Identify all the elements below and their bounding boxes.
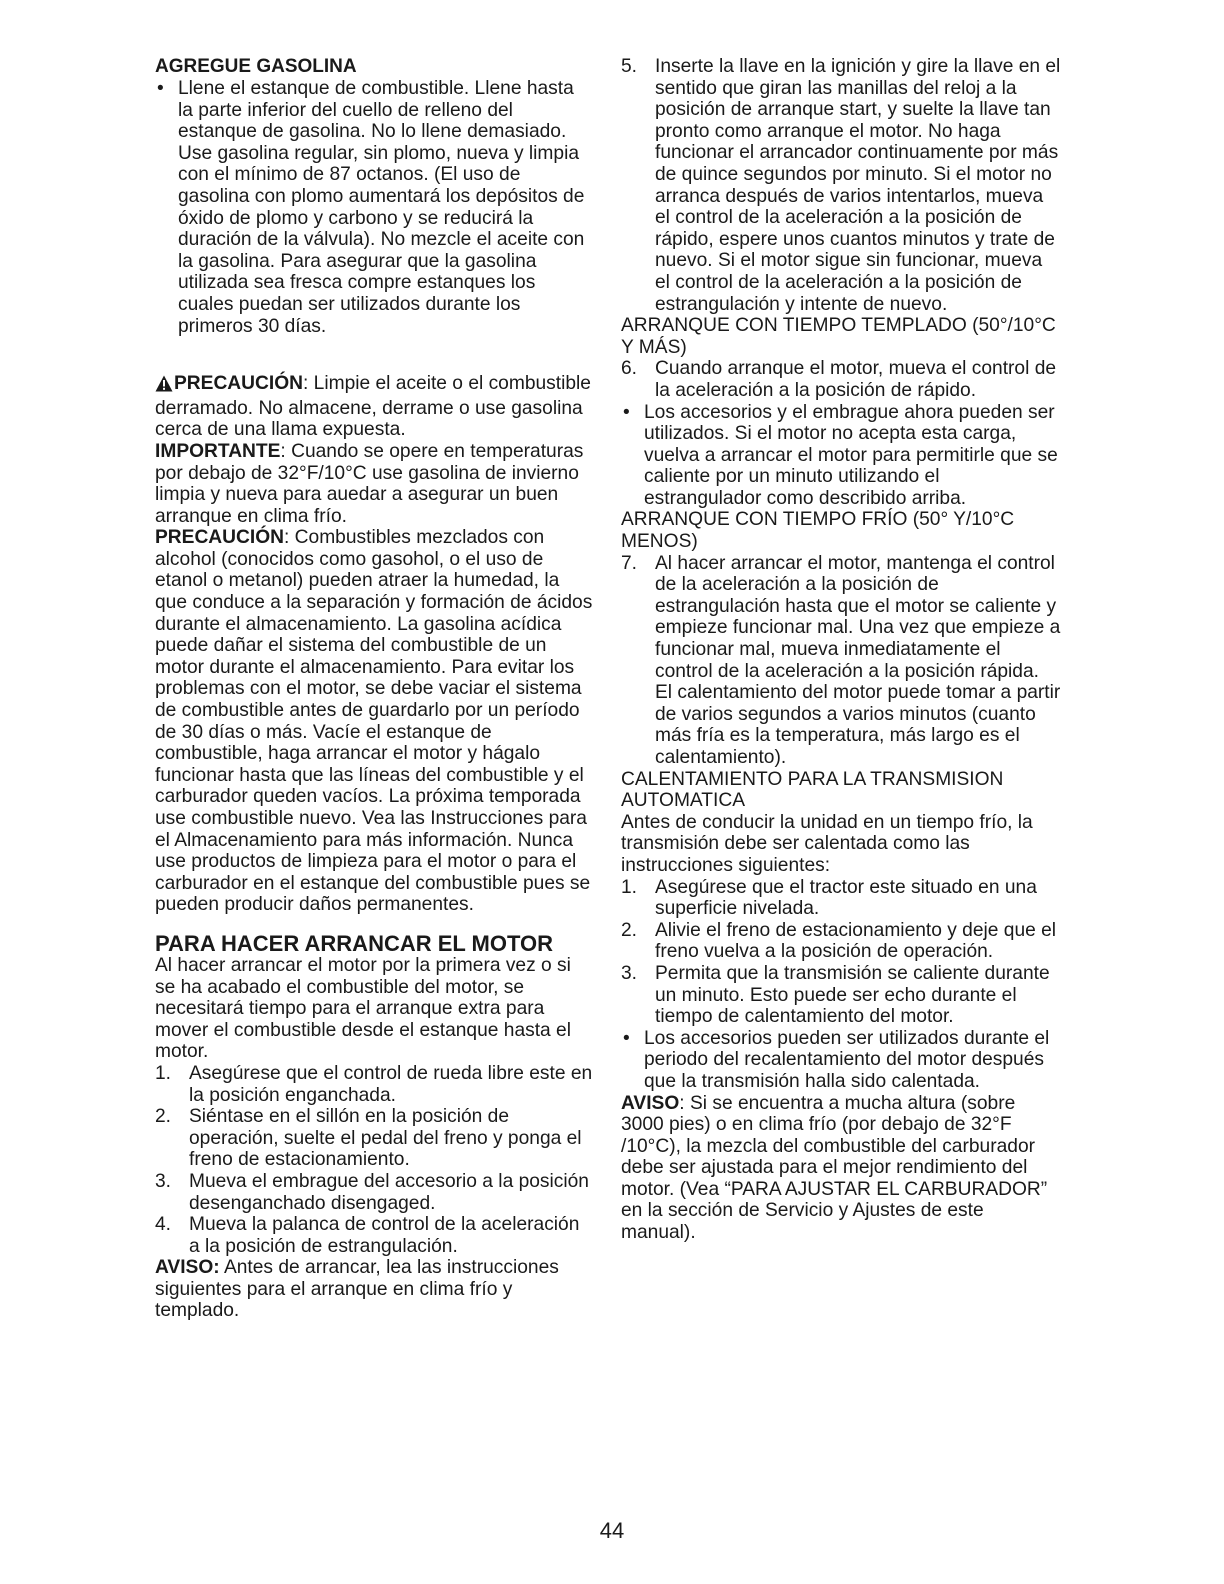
start-step: 4. Mueva la palanca de control de la aceleración a la posición de estrangulación. [155, 1214, 580, 1257]
transmission-heading: CALENTAMIENTO PARA LA TRANSMISION AUTOMATICA [621, 768, 1004, 812]
cold-start-heading: ARRANQUE CON TIEMPO FRÍO (50° Y/10°C MENOS) [621, 509, 1015, 553]
page-number: 44 [599, 1518, 625, 1543]
altitude-notice-text: : Si se encuentra a mucha altura (sobre 3000 pies) o en clima frío (por debajo de 32°F /10°C), la mezcla del combustible del carburador debe ser ajustada para el mejor rendimiento del motor. (Vea “PARA AJUSTAR EL CARBURADOR” en la sección de Servicio y Ajustes de este manual). [621, 1092, 1048, 1244]
left-column [155, 56, 593, 1322]
notice-label: AVISO: [155, 1257, 220, 1279]
add-gasoline-heading: AGREGUE GASOLINA [155, 56, 357, 77]
warm-start-bullet: • Los accesorios y el embrague ahora pueden ser utilizados. Si el motor no acepta esta carga, vuelva a arrancar el motor para permitirle que se caliente por un minuto utilizando el estrangulador como describido arriba. [621, 402, 1061, 510]
important-paragraph [155, 441, 593, 527]
transmission-bullet: • Los accesorios pueden ser utilizados durante el periodo del recalentamiento del motor después que la transmisión halla sido calentada. [621, 1028, 1061, 1093]
start-step: 2. Siéntase en el sillón en la posición de operación, suelte el pedal del freno y ponga el freno de estacionamiento. [155, 1106, 582, 1171]
transmission-step: 3. Permita que la transmisión se caliente durante un minuto. Esto puede ser echo durante el tiempo de calentamiento del motor. [621, 962, 1050, 1028]
transmission-step: 1. Asegúrese que el tractor este situado en una superficie nivelada. [621, 876, 1037, 920]
important-label: IMPORTANTE [155, 440, 281, 462]
start-step: 5. Inserte la llave en la ignición y gire la llave en el sentido que giran las manillas del reloj a la posición de arranque start, y suelte la llave tan pronto como arranque el motor. No haga funcionar el arrancador continuamente por más de quince segundos por minuto. Si el motor no arranca después de varios intentarlos, mueva el control de la aceleración a la posición de rápido, espere unos cuantos minutos y trate de nuevo. Si el motor sigue sin funcionar, mueva el control de la aceleración a la posición de estrangulación y intente de nuevo. [621, 56, 1061, 315]
warning-triangle-icon [155, 375, 173, 398]
caution-label-2: PRECAUCIÓN [155, 527, 284, 549]
notice-text: Antes de arrancar, lea las instrucciones siguientes para el arranque en clima frío y templado. [155, 1257, 559, 1322]
start-engine-heading: PARA HACER ARRANCAR EL MOTOR [155, 930, 554, 956]
start-step: 6. Cuando arranque el motor, mueva el control de la aceleración a la posición de rápido. [621, 358, 1057, 401]
altitude-notice [621, 1093, 1061, 1244]
start-step: 7. Al hacer arrancar el motor, mantenga el control de la aceleración a la posición de estrangulación hasta que el motor se caliente y empieze funcionar mal. Una vez que empieze a funcionar mal, mueva inmediatamente el control de la aceleración a la posición rápida. El calentamiento del motor puede tomar a partir de varios segundos a varios minutos (cuanto más fría es la temperatura, más largo es el calentamiento). [621, 552, 1061, 768]
start-notice [155, 1257, 593, 1322]
important-text: : Cuando se opere en temperaturas por debajo de 32°F/10°C use gasolina de invierno limpia y nueva para auedar a asegurar un buen arranque en clima frío. [155, 440, 584, 527]
caution-text: : Limpie el aceite o el combustible derramado. No almacene, derrame o use gasolina cerca de una llama expuesta. [155, 373, 591, 441]
notice-label-2: AVISO [621, 1092, 680, 1114]
add-gasoline-bullet: • Llene el estanque de combustible. Llene hasta la parte inferior del cuello de relleno del estanque de gasolina. No lo llene demasiado. Use gasolina regular, sin plomo, nueva y limpia con el mínimo de 87 octanos. (El uso de gasolina con plomo aumentará los depósitos de óxido de plomo y carbono y se reducirá la duración de la válvula). No mezcle el aceite con la gasolina. Para asegurar que la gasolina utilizada sea fresca compre estanques los cuales puedan ser utilizados durante los primeros 30 días. [155, 78, 593, 337]
caution-alcohol-paragraph [155, 527, 593, 916]
right-column [621, 56, 1061, 1244]
caution-alcohol-text: : Combustibles mezclados con alcohol (conocidos como gasohol, o el uso de etanol o metanol) pueden atraer la humedad, la que conduce a la separación y formación de ácidos durante el almacenamiento. La gasolina acídica puede dañar el sistema del combustible de un motor durante el almacenamiento. Para evitar los problemas con el motor, se debe vaciar el sistema de combustible antes de guardarlo por un período de 30 días o más. Vacíe el estanque de combustible, haga arrancar el motor y hágalo funcionar hasta que las líneas del combustible y el carburador queden vacíos. La próxima temporada use combustible nuevo. Vea las Instrucciones para el Almacenamiento para más información. Nunca use productos de limpieza para el motor o para el carburador en el estanque del combustible pues se pueden producir daños permanentes. [155, 527, 593, 916]
caution-label: PRECAUCIÓN [174, 373, 303, 395]
warm-start-heading: ARRANQUE CON TIEMPO TEMPLADO (50°/10°C Y MÁS) [621, 315, 1056, 358]
start-step: 3. Mueva el embrague del accesorio a la posición desenganchado disengaged. [155, 1170, 589, 1214]
caution-spill-paragraph [155, 373, 593, 441]
transmission-step: 2. Alivie el freno de estacionamiento y deje que el freno vuelva a la posición de operación. [621, 919, 1057, 963]
start-engine-intro: Al hacer arrancar el motor por la primera vez o si se ha acabado el combustible del motor, se necesitará tiempo para el arranque extra para mover el combustible desde el estanque hasta el motor. [155, 954, 571, 1063]
transmission-intro: Antes de conducir la unidad en un tiempo frío, la transmisión debe ser calentada como las instrucciones siguientes: [621, 811, 1033, 876]
start-step: 1. Asegúrese que el control de rueda libre este en la posición enganchada. [155, 1062, 593, 1106]
